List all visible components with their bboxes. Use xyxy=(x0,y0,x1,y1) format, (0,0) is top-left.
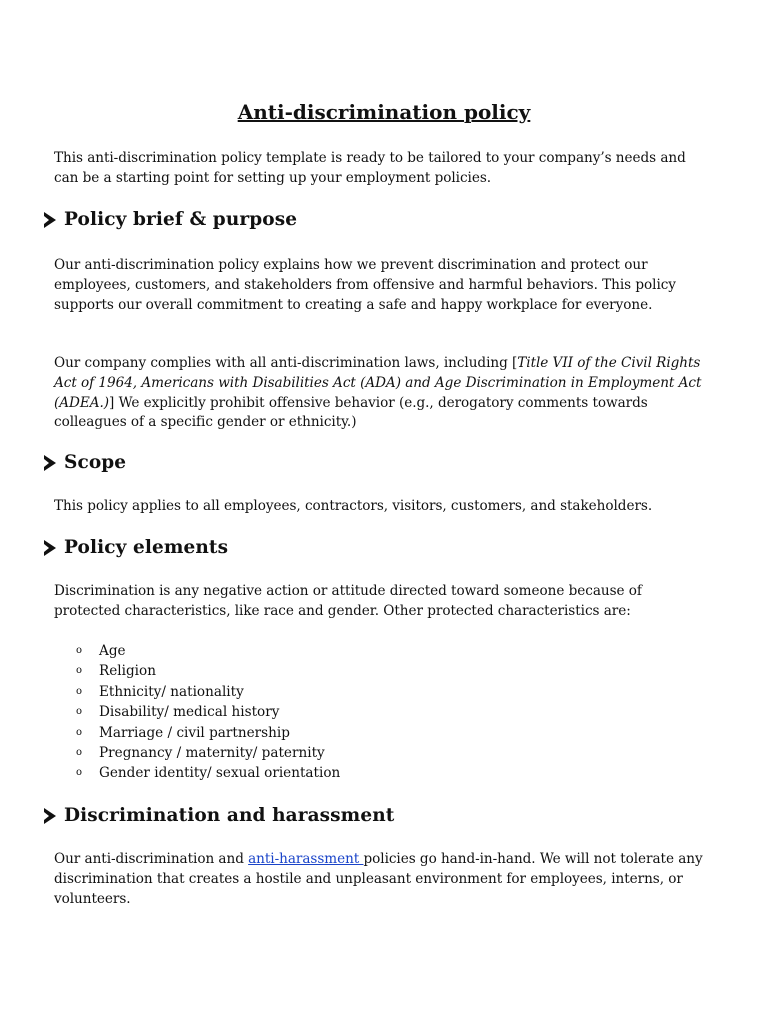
harassment-p1-end: policies go hand-in-hand. We will not tolerate any discrimination that creates a hostile and unpleasant environment for employees, interns, or volunteers. xyxy=(54,851,703,907)
section-heading-harassment xyxy=(44,805,394,826)
brief-p2-start: Our company complies with all anti-discrimination laws, including [ xyxy=(54,355,518,371)
elements-paragraph: Discrimination is any negative action or attitude directed toward someone because of protected characteristics, like race and gender. Other protected characteristics are: xyxy=(54,583,642,619)
brief-paragraph-2 xyxy=(54,354,704,433)
list-item xyxy=(76,763,340,783)
list-marker: o xyxy=(76,645,83,656)
section-heading-label: Policy brief & purpose xyxy=(64,209,298,230)
arrow-bullet-icon xyxy=(44,212,56,228)
list-item-text: Religion xyxy=(99,663,156,680)
brief-p2-end: ] We explicitly prohibit offensive behavior (e.g., derogatory comments towards colleagues of a specific gender or ethnicity.) xyxy=(54,394,648,431)
section-heading-elements xyxy=(44,537,228,558)
harassment-p1-start: Our anti-discrimination and xyxy=(54,851,249,867)
brief-paragraph-1: Our anti-discrimination policy explains how we prevent discrimination and protect our employees, customers, and stakeholders from offensive and harmful behaviors. This policy supports our overall commitment to creating a safe and happy workplace for everyone. xyxy=(54,257,676,313)
list-item xyxy=(76,661,340,681)
list-item-text: Disability/ medical history xyxy=(99,704,280,721)
laws-list-italic: Title VII of the Civil Rights Act of 1964, Americans with Disabilities Act (ADA) and Age Discrimination in Employment Act (ADEA.) xyxy=(54,355,702,411)
list-item-text: Ethnicity/ nationality xyxy=(99,683,244,700)
protected-characteristics-list xyxy=(76,641,340,784)
list-marker: o xyxy=(76,767,83,779)
section-heading-label: Scope xyxy=(64,452,127,473)
anti-harassment-link[interactable]: anti-harassment xyxy=(248,851,364,867)
list-marker: o xyxy=(76,726,83,738)
section-heading-label: Policy elements xyxy=(64,537,229,558)
harassment-paragraph xyxy=(54,850,704,909)
list-item-text: Age xyxy=(99,643,126,659)
list-marker: o xyxy=(76,665,83,677)
scope-paragraph: This policy applies to all employees, contractors, visitors, customers, and stakeholders. xyxy=(54,498,653,514)
section-heading-brief xyxy=(44,209,297,230)
intro-paragraph: This anti-discrimination policy template is ready to be tailored to your company’s needs and can be a starting point for setting up your employment policies. xyxy=(54,150,686,186)
list-item xyxy=(76,702,340,722)
list-marker: o xyxy=(76,706,83,718)
section-heading-label: Discrimination and harassment xyxy=(64,805,395,826)
list-item xyxy=(76,682,340,702)
list-item xyxy=(76,641,340,661)
arrow-bullet-icon xyxy=(44,455,56,471)
section-heading-scope xyxy=(44,452,126,473)
list-item xyxy=(76,743,340,763)
list-marker: o xyxy=(76,685,83,697)
list-item-text: Gender identity/ sexual orientation xyxy=(99,765,341,782)
arrow-bullet-icon xyxy=(44,808,56,824)
list-marker: o xyxy=(76,747,83,759)
list-item-text: Marriage / civil partnership xyxy=(99,724,290,741)
arrow-bullet-icon xyxy=(44,540,56,556)
list-item xyxy=(76,723,340,743)
document-title: Anti-discrimination policy xyxy=(237,100,531,124)
list-item-text: Pregnancy / maternity/ paternity xyxy=(99,745,325,762)
